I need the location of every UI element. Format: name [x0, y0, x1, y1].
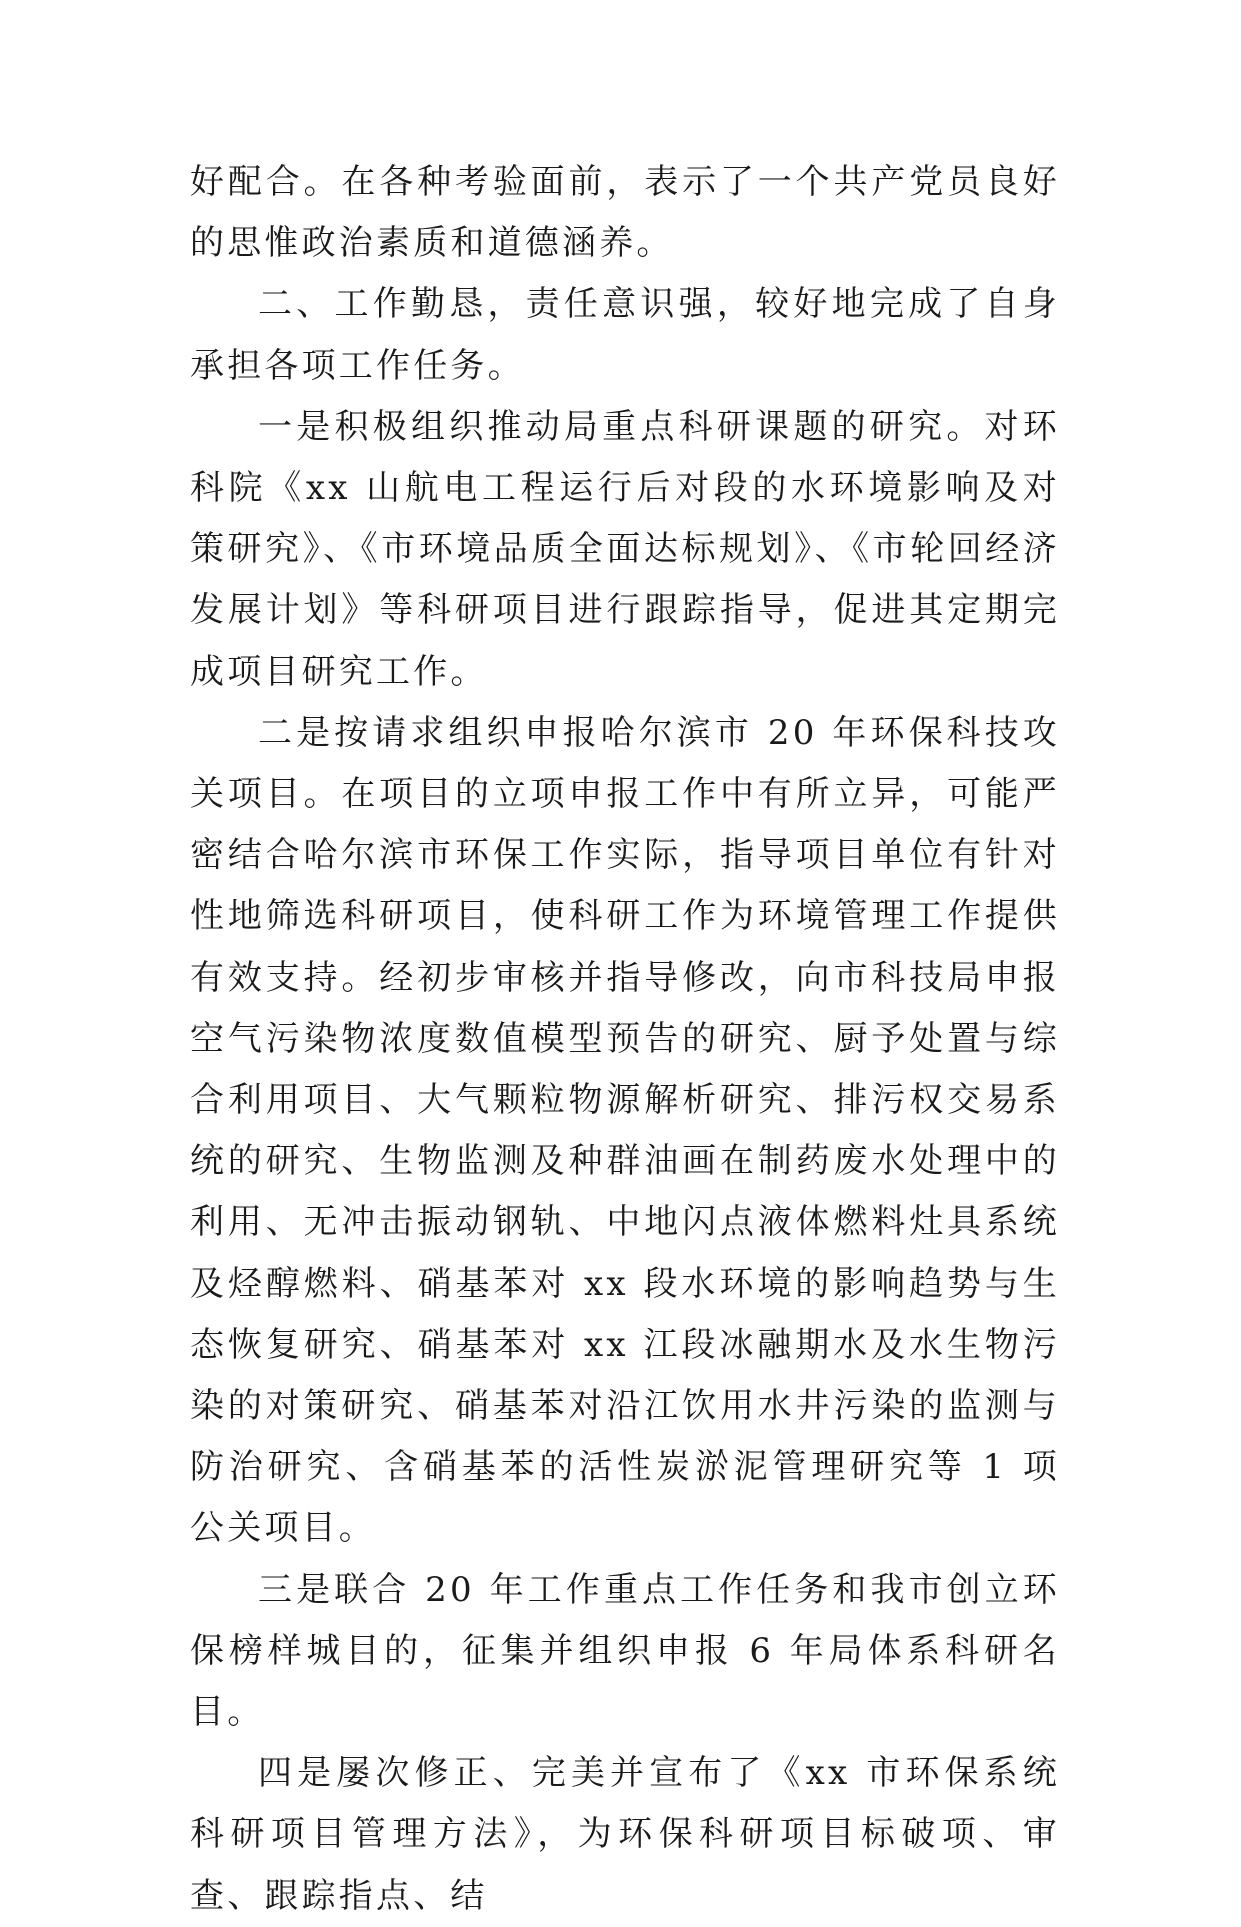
document-body	[190, 152, 1060, 1927]
paragraph-section-two-heading: 二、工作勤恳，责任意识强，较好地完成了自身承担各项工作任务。	[190, 284, 1060, 386]
paragraph-item-two: 二是按请求组织申报哈尔滨市 20 年环保科技攻关项目。在项目的立项申报工作中有所立异，可能严密结合哈尔滨市环保工作实际，指导项目单位有针对性地筛选科研项目，使科研工作为环境管理工作提供有效支持。经初步审核并指导修改，向市科技局申报空气污染物浓度数值模型预告的研究、厨予处置与综合利用项目、大气颗粒物源解析研究、排污权交易系统的研究、生物监测及种群油画在制药废水处理中的利用、无冲击振动钢轨、中地闪点液体燃料灶具系统及烃醇燃料、硝基苯对 xx 段水环境的影响趋势与生态恢复研究、硝基苯对 xx 江段冰融期水及水生物污染的对策研究、硝基苯对沿江饮用水井污染的监测与防治研究、含硝基苯的活性炭淤泥管理研究等 1 项公关项目。	[190, 712, 1060, 1549]
paragraph-continuation: 好配合。在各种考验面前，表示了一个共产党员良好的思惟政治素质和道德涵养。	[190, 162, 1060, 264]
paragraph-item-four: 四是屡次修正、完美并宣布了《xx 市环保系统科研项目管理方法》，为环保科研项目标破项、审查、跟踪指点、结	[190, 1753, 1060, 1916]
paragraph-item-three: 三是联合 20 年工作重点工作任务和我市创立环保榜样城目的，征集并组织申报 6 年局体系科研名目。	[190, 1569, 1060, 1733]
paragraph-item-one: 一是积极组织推动局重点科研课题的研究。对环科院《xx 山航电工程运行后对段的水环境影响及对策研究》、《市环境品质全面达标规划》、《市轮回经济发展计划》等科研项目进行跟踪指导，促进其定期完成项目研究工作。	[190, 406, 1060, 692]
